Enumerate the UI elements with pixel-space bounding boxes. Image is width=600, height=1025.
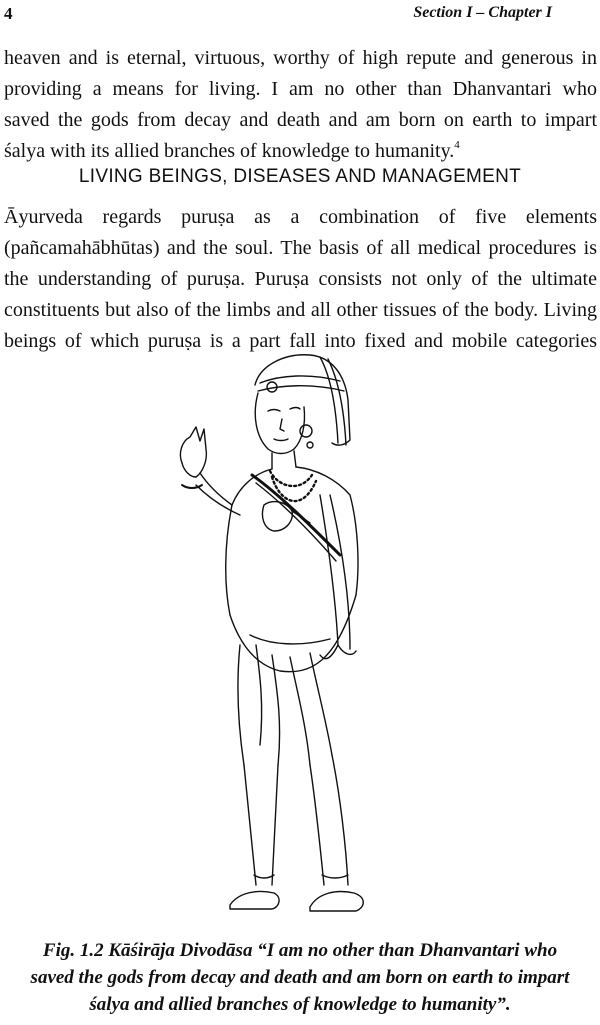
figure-illustration <box>160 345 450 935</box>
text-line: constituents but also of the limbs and all other tissues of the body. Living <box>4 299 597 321</box>
caption-line: śalya and allied branches of knowledge to humanity”. <box>89 994 511 1015</box>
divodasa-line-drawing <box>160 345 450 935</box>
running-head: Section I – Chapter I <box>413 4 552 21</box>
caption-line: Fig. 1.2 Kāśirāja Divodāsa “I am no other than Dhanvantari who <box>42 940 558 961</box>
section-heading: LIVING BEINGS, DISEASES AND MANAGEMENT <box>78 166 522 187</box>
text-line: the understanding of puruṣa. Puruṣa consists not only of the ultimate <box>4 268 597 290</box>
text-line: Āyurveda regards puruṣa as a combination of five elements <box>4 206 597 228</box>
figure-caption <box>0 937 600 1018</box>
text-line: providing a means for living. I am no other than Dhanvantari who <box>4 78 597 100</box>
paragraph-intro <box>4 43 597 167</box>
footnote-ref[interactable]: 4 <box>454 139 460 151</box>
text-line: heaven and is eternal, virtuous, worthy of high repute and generous in <box>4 47 597 69</box>
text-line: beings of which puruṣa is a part fall into fixed and mobile categories <box>4 330 597 352</box>
text-line: śalya with its allied branches of knowledge to humanity.$^4$ <box>4 139 460 162</box>
caption-line: saved the gods from decay and death and am born on earth to impart <box>30 967 570 988</box>
text-line: (pañcamahābhūtas) and the soul. The basis of all medical procedures is <box>4 237 597 259</box>
text-line: saved the gods from decay and death and am born on earth to impart <box>4 109 597 131</box>
page-number: 4 <box>4 4 13 23</box>
paragraph-living-beings <box>4 202 597 357</box>
